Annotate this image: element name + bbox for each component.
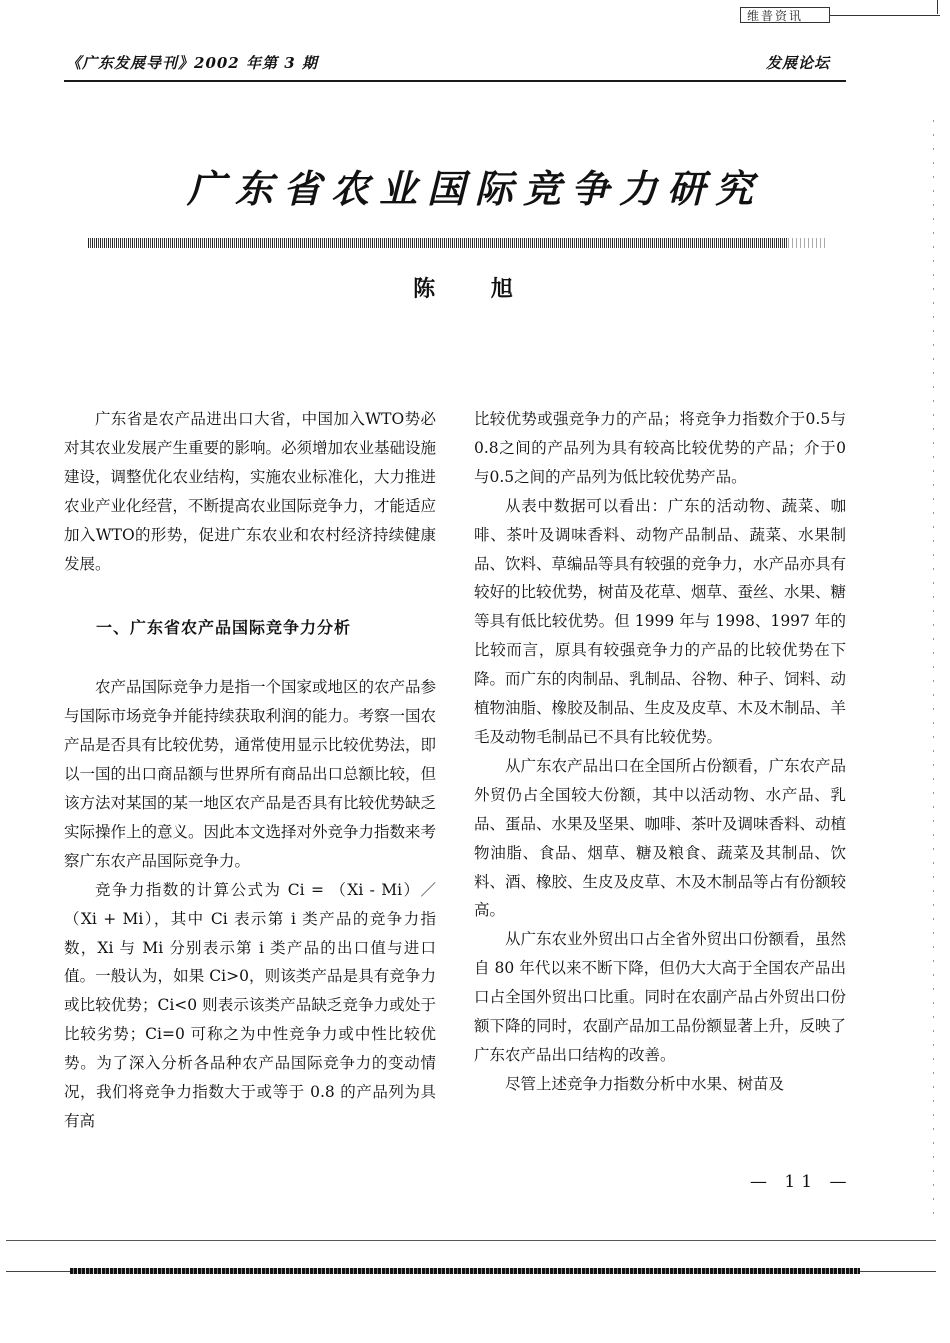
section-heading: 一、广东省农产品国际竞争力分析 [96,618,352,638]
paragraph-formula: 竞争力指数的计算公式为 Ci = （Xi - Mi）／（Xi + Mi），其中 Ci 表示第 i 类产品的竞争力指数，Xi 与 Mi 分别表示第 i 类产品的出口值与进口值。一般认为，如果 Ci>0，则该类产品是具有竞争力或比较优势；Ci<0 则表示该类产品缺乏竞争力或处于比较劣势；Ci=0 可称之为中性竞争力或中性比较优势。为了深入分析各品种农产品国际竞争力的变动情况，我们将竞争力指数大于或等于 0.8 的产品列为具有高 [64,880,436,1130]
paragraph-export-share: 从广东农业外贸出口占全省外贸出口份额看，虽然自 80 年代以来不断下降，但仍大大高于全国农产品出口占全国外贸出口比重。同时在农副产品占外贸出口份额下降的同时，农副产品加工品份额显著上升，反映了广东农产品出口结构的改善。 [474,930,847,1064]
article-title: 广东省农业国际竞争力研究 [186,166,763,211]
header-rule [64,80,846,82]
journal-running-header: 《广东发展导刊》2002 年第 3 期 [66,54,318,72]
left-column [64,405,436,1136]
stamp-rule [830,15,940,16]
archive-stamp: 维普资讯 [740,7,830,23]
section-running-header: 发展论坛 [766,54,831,72]
page-number: — 11 — [750,1172,853,1192]
title-decoration-bar-fade [788,238,828,248]
footer-rule-left [6,1271,70,1272]
stamp-tick [937,0,938,14]
paragraph-final: 尽管上述竞争力指数分析中水果、树苗及 [505,1074,785,1093]
paragraph-national-share: 从广东农产品出口在全国所占份额看，广东农产品外贸仍占全国较大份额，其中以活动物、水产品、乳品、蛋品、水果及坚果、咖啡、茶叶及调味香料、动植物油脂、食品、烟草、糖及粮食、蔬菜及其制品、饮料、酒、橡胶、生皮及皮草、木及木制品等占有份额较高。 [474,756,847,920]
title-decoration-bar [88,238,788,248]
footer-scan-bar [70,1268,860,1274]
paragraph-definition: 农产品国际竞争力是指一个国家或地区的农产品参与国际市场竞争并能持续获取利润的能力。考察一国农产品是否具有比较优势，通常使用显示比较优势法，即以一国的出口商品额与世界所有商品出口总额比较，但该方法对某国的某一地区农产品是否具有比较优势缺乏实际操作上的意义。因此本文选择对外竞争力指数来考察广东农产品国际竞争力。 [64,678,437,870]
paragraph-continued: 比较优势或强竞争力的产品；将竞争力指数介于0.5与0.8之间的产品列为具有较高比较优势的产品；介于0与0.5之间的产品列为低比较优势产品。 [474,410,846,486]
footer-thin-rule [6,1240,936,1241]
footer-rule-right [860,1271,936,1272]
paragraph-table-analysis: 从表中数据可以看出：广东的活动物、蔬菜、咖啡、茶叶及调味香料、动物产品制品、蔬菜、水果制品、饮料、草编品等具有较强的竞争力，水产品亦具有较好的比较优势，树苗及花草、烟草、蚕丝、水果、糖等具有低比较优势。但 1999 年与 1998、1997 年的比较而言，原具有较强竞争力的产品的比较优势在下降。而广东的肉制品、乳制品、谷物、种子、饲料、动植物油脂、橡胶及制品、生皮及皮草、木及木制品、羊毛及动物毛制品已不具有比较优势。 [474,496,847,746]
right-column [474,405,846,1099]
scan-edge-marks [933,120,934,1220]
article-author: 陈 旭 [413,276,537,302]
paragraph-intro: 广东省是农产品进出口大省，中国加入WTO势必对其农业发展产生重要的影响。必须增加农业基础设施建设，调整优化农业结构，实施农业标准化，大力推进农业产业化经营，不断提高农业国际竞争力，才能适应加入WTO的形势，促进广东农业和农村经济持续健康发展。 [64,410,437,573]
